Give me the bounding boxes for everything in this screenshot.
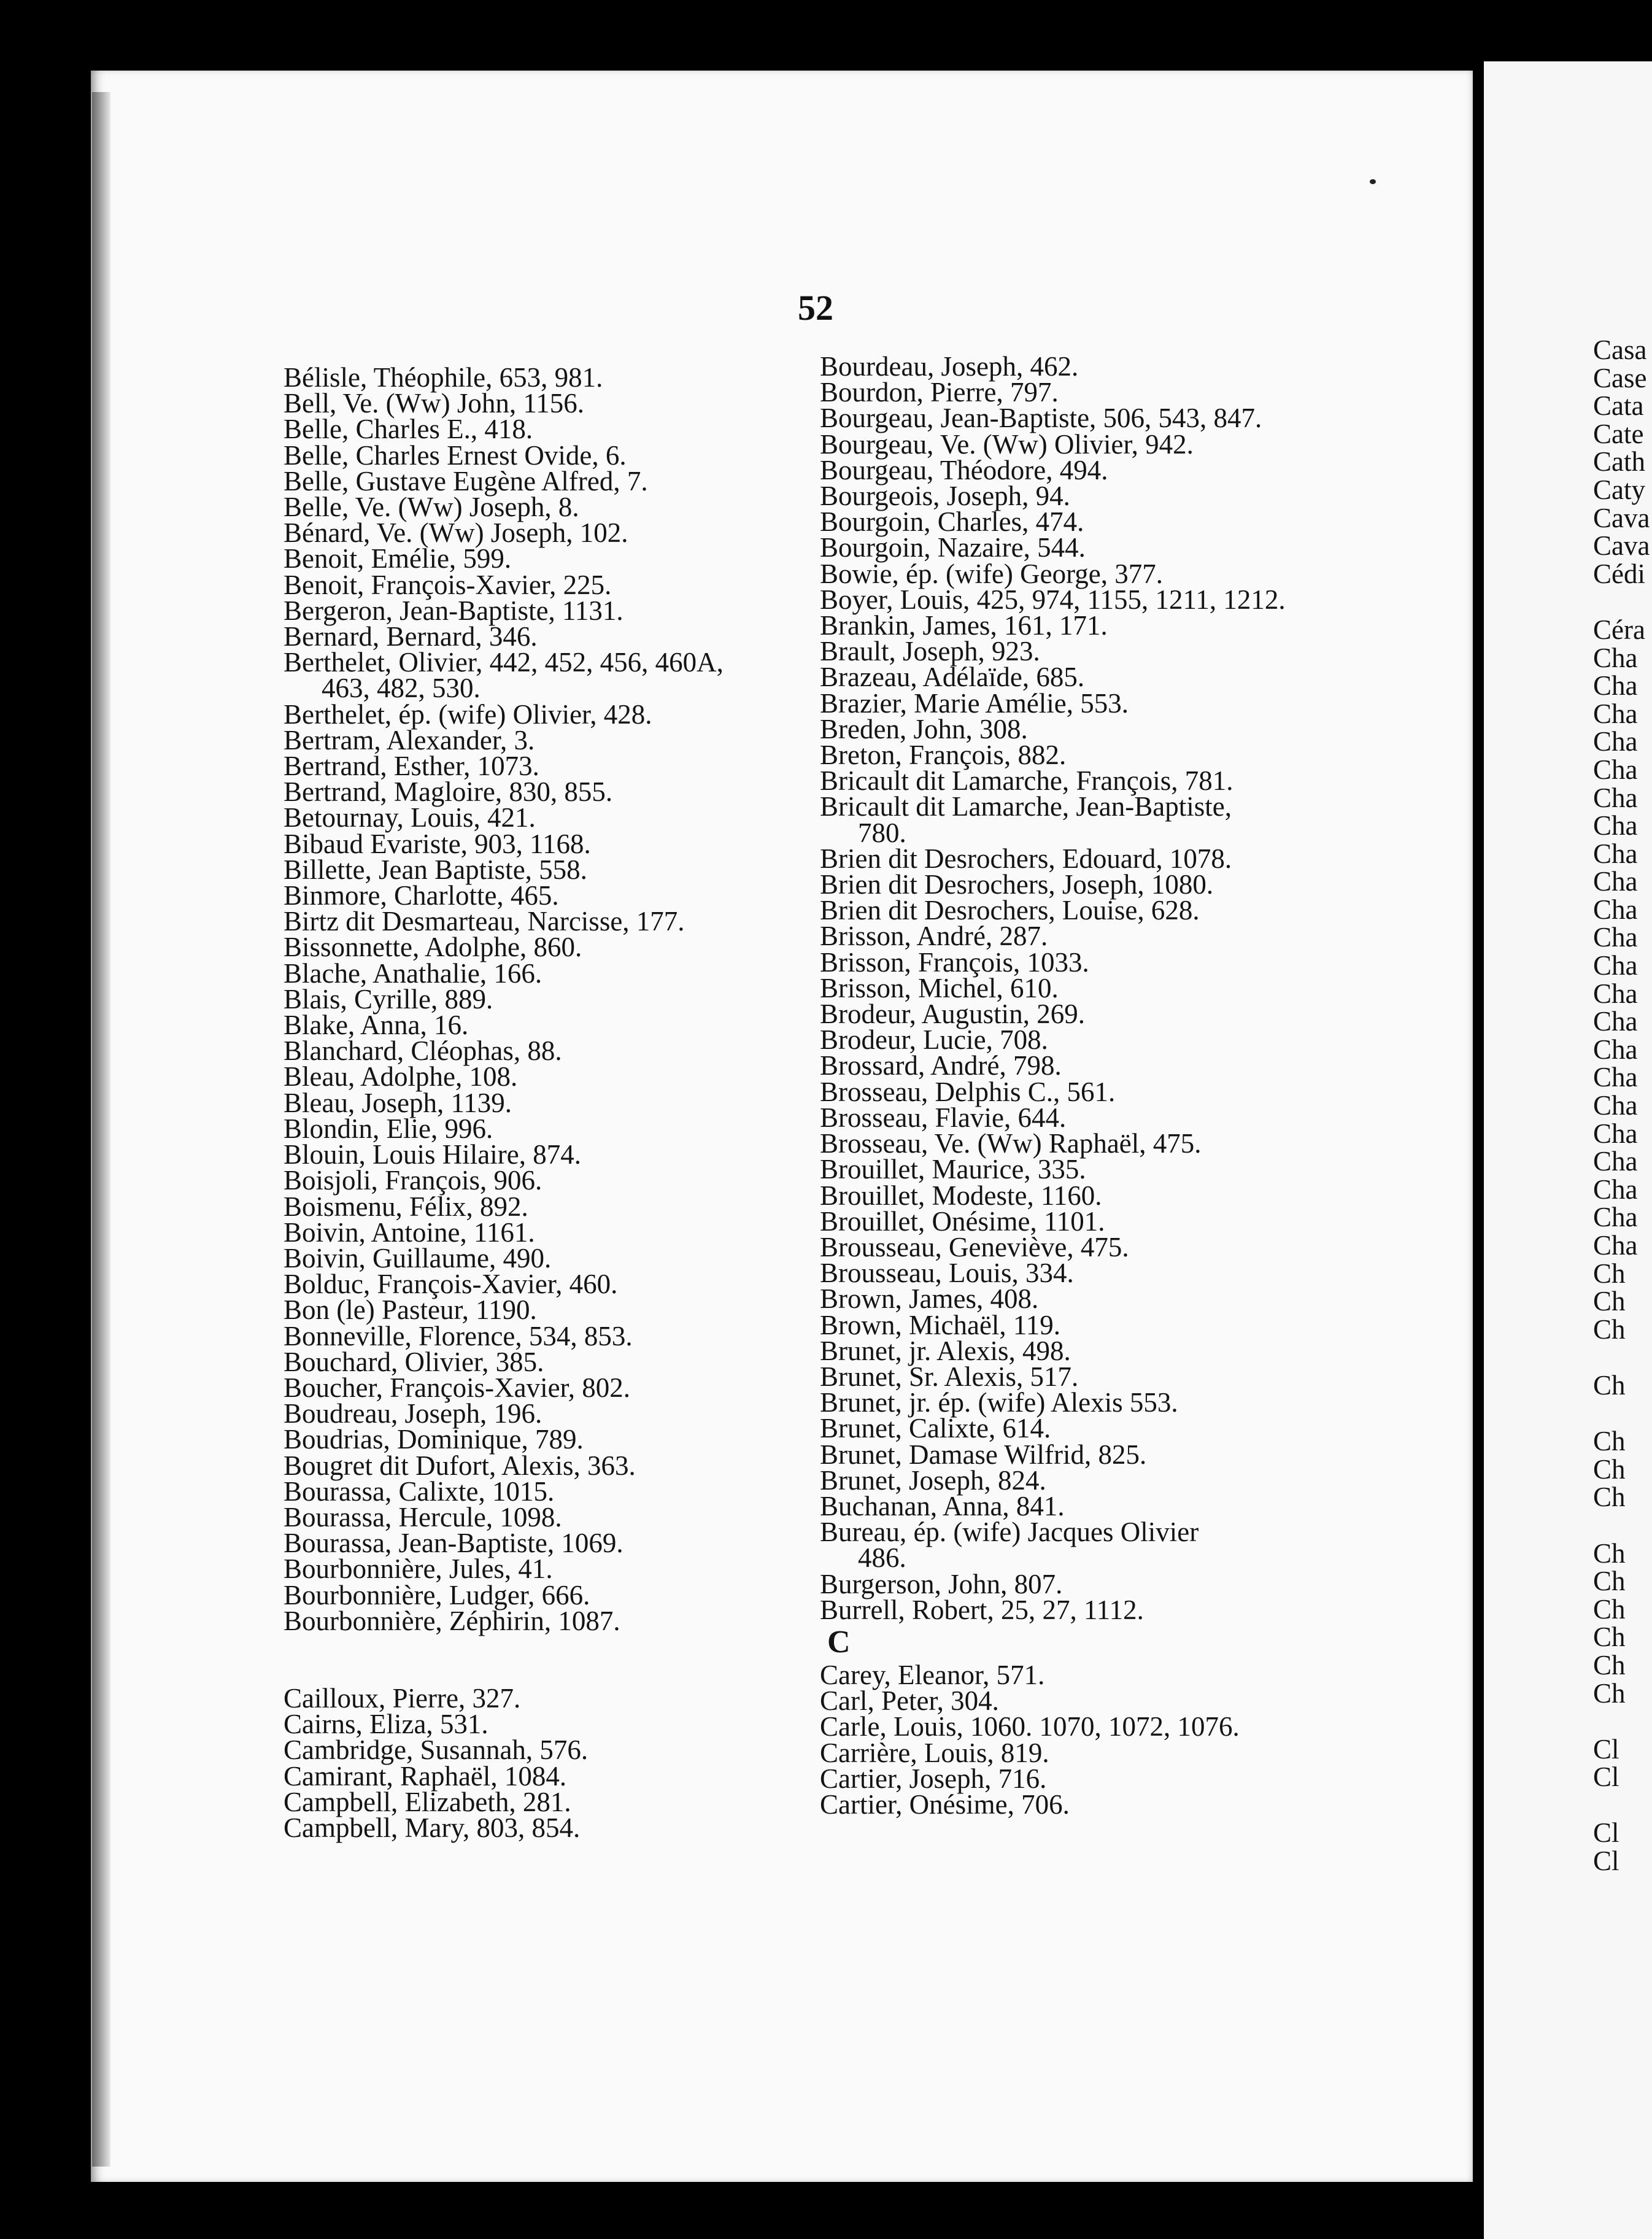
index-entry: Brunet, Damase Wilfrid, 825.	[820, 1439, 1147, 1470]
index-entry: Bertram, Alexander, 3.	[284, 724, 535, 756]
index-entry: Bourassa, Jean-Baptiste, 1069.	[284, 1528, 623, 1559]
index-entry: Berthelet, ép. (wife) Olivier, 428.	[284, 698, 652, 730]
index-entry: Bowie, ép. (wife) George, 377.	[820, 558, 1164, 589]
index-entry: Bleau, Adolphe, 108.	[284, 1061, 518, 1092]
index-entry: Blondin, Elie, 996.	[284, 1113, 493, 1144]
entry-fragment: Cha	[1593, 782, 1638, 813]
index-entry: Boivin, Antoine, 1161.	[284, 1216, 535, 1248]
index-entry: Bricault dit Lamarche, Jean-Baptiste,	[820, 791, 1232, 822]
fragment-spacer	[1593, 1792, 1650, 1820]
fragment-spacer	[1593, 1344, 1650, 1372]
index-entry: Blake, Anna, 16.	[284, 1010, 469, 1041]
entry-fragment: Cha	[1593, 1090, 1638, 1121]
entry-fragment: Cl	[1593, 1761, 1619, 1793]
entry-fragment: Cata	[1593, 390, 1644, 422]
index-entry: Burrell, Robert, 25, 27, 1112.	[820, 1594, 1144, 1625]
index-entry: Brunet, Sr. Alexis, 517.	[820, 1361, 1079, 1392]
entry-fragment: Ch	[1593, 1313, 1626, 1345]
entry-fragment: Cha	[1593, 642, 1638, 673]
entry-fragment: Cava	[1593, 530, 1650, 562]
index-entry: Brunet, jr. ép. (wife) Alexis 553.	[820, 1387, 1178, 1418]
entry-fragment: Caty	[1593, 474, 1645, 505]
index-entry: Bougret dit Dufort, Alexis, 363.	[284, 1450, 636, 1481]
index-entry: Breden, John, 308.	[820, 713, 1028, 744]
index-entry: Brossard, André, 798.	[820, 1050, 1062, 1081]
index-entry: Brousseau, Louis, 334.	[820, 1258, 1074, 1289]
index-entry: Belle, Gustave Eugène Alfred, 7.	[284, 465, 648, 497]
index-entry: Brouillet, Onésime, 1101.	[820, 1205, 1105, 1237]
index-entry: Brien dit Desrochers, Louise, 628.	[820, 895, 1200, 926]
entry-fragment: Cha	[1593, 754, 1638, 785]
index-entry: Benoit, François-Xavier, 225.	[284, 569, 612, 600]
entry-fragment: Cha	[1593, 1230, 1638, 1261]
index-entry: Brazeau, Adélaïde, 685.	[820, 662, 1085, 693]
index-entry: Boudrias, Dominique, 789.	[284, 1424, 584, 1455]
index-entry: Brankin, James, 161, 171.	[820, 610, 1108, 641]
index-entry: Bourgeau, Théodore, 494.	[820, 454, 1108, 485]
entry-fragment: Ch	[1593, 1677, 1626, 1709]
index-entry: Carrière, Louis, 819.	[820, 1737, 1049, 1768]
entry-fragment: Cha	[1593, 1034, 1638, 1065]
index-entry: Brown, James, 408.	[820, 1283, 1039, 1315]
index-entry: Blanchard, Cléophas, 88.	[284, 1035, 562, 1067]
index-column-right	[820, 351, 1286, 1820]
entry-fragment: Cha	[1593, 726, 1638, 757]
index-entry: Boucher, François-Xavier, 802.	[284, 1372, 630, 1403]
index-entry: Brien dit Desrochers, Joseph, 1080.	[820, 869, 1214, 900]
index-entry: 463, 482, 530.	[322, 673, 481, 704]
entry-fragment: Cha	[1593, 978, 1638, 1009]
entry-fragment: Cl	[1593, 1733, 1619, 1765]
entry-fragment: Cha	[1593, 1118, 1638, 1149]
entry-fragment: Cha	[1593, 866, 1638, 897]
index-entry: Blache, Anathalie, 166.	[284, 957, 542, 989]
entry-fragment: Ch	[1593, 1622, 1626, 1653]
index-entry: Bertrand, Esther, 1073.	[284, 751, 539, 782]
index-entry: Bernard, Bernard, 346.	[284, 621, 538, 652]
entry-fragment: Cha	[1593, 670, 1638, 702]
index-entry: 780.	[858, 817, 906, 848]
index-entry: Bourbonnière, Ludger, 666.	[284, 1579, 590, 1611]
index-entry: Campbell, Elizabeth, 281.	[284, 1786, 571, 1817]
index-entry: Bureau, ép. (wife) Jacques Olivier	[820, 1517, 1199, 1548]
index-entry: Bell, Ve. (Ww) John, 1156.	[284, 388, 584, 419]
index-entry: Billette, Jean Baptiste, 558.	[284, 854, 587, 885]
entry-fragment: Cha	[1593, 894, 1638, 925]
entry-fragment: Casa	[1593, 334, 1647, 365]
entry-fragment: Ch	[1593, 1286, 1626, 1317]
index-entry: Bourassa, Hercule, 1098.	[284, 1501, 562, 1533]
entry-fragment: Cha	[1593, 922, 1638, 953]
index-entry: Cairns, Eliza, 531.	[284, 1709, 488, 1740]
index-entry: Brouillet, Maurice, 335.	[820, 1154, 1086, 1185]
entry-fragment: Cha	[1593, 950, 1638, 981]
entry-fragment: Cath	[1593, 446, 1645, 478]
index-entry: Cartier, Joseph, 716.	[820, 1763, 1047, 1794]
index-entry: Bergeron, Jean-Baptiste, 1131.	[284, 595, 623, 626]
index-entry: Benoit, Emélie, 599.	[284, 543, 512, 574]
index-entry: Brazier, Marie Amélie, 553.	[820, 687, 1129, 719]
fragment-spacer	[1593, 1400, 1650, 1428]
index-entry: Brown, Michaël, 119.	[820, 1309, 1061, 1340]
entry-fragment: Cl	[1593, 1817, 1619, 1849]
index-entry: Buchanan, Anna, 841.	[820, 1490, 1065, 1522]
index-entry: Breton, François, 882.	[820, 740, 1067, 771]
entry-fragment: Cha	[1593, 1062, 1638, 1093]
entry-fragment: Ch	[1593, 1649, 1626, 1680]
index-entry: Boisjoli, François, 906.	[284, 1165, 542, 1196]
entry-fragment: Cha	[1593, 1174, 1638, 1205]
index-entry: Carl, Peter, 304.	[820, 1685, 999, 1717]
index-entry: Betournay, Louis, 421.	[284, 802, 536, 833]
index-entry: Belle, Ve. (Ww) Joseph, 8.	[284, 492, 579, 523]
index-entry: Bissonnette, Adolphe, 860.	[284, 932, 582, 963]
entry-fragment: Case	[1593, 362, 1647, 393]
index-entry: Bertrand, Magloire, 830, 855.	[284, 776, 613, 808]
index-entry: Burgerson, John, 807.	[820, 1568, 1063, 1599]
entry-fragment: Cha	[1593, 838, 1638, 869]
entry-fragment: Ch	[1593, 1369, 1626, 1401]
index-entry: Belle, Charles Ernest Ovide, 6.	[284, 439, 627, 471]
index-entry: Brunet, Joseph, 824.	[820, 1464, 1046, 1496]
index-entry: Bourgeau, Ve. (Ww) Olivier, 942.	[820, 428, 1194, 460]
index-entry: Brisson, François, 1033.	[820, 946, 1089, 978]
entry-fragment: Cha	[1593, 1202, 1638, 1233]
index-entry: Bourgoin, Nazaire, 544.	[820, 532, 1086, 563]
index-entry: Campbell, Mary, 803, 854.	[284, 1812, 581, 1843]
index-entry: Bouchard, Olivier, 385.	[284, 1346, 544, 1377]
entry-fragment: Ch	[1593, 1258, 1626, 1289]
entry-fragment: Ch	[1593, 1453, 1626, 1485]
fragment-spacer	[1593, 588, 1650, 616]
adjacent-page-fragments	[1593, 336, 1650, 1876]
index-entry: Bonneville, Florence, 534, 853.	[284, 1320, 633, 1352]
entry-fragment: Ch	[1593, 1537, 1626, 1569]
index-entry: Bourgeau, Jean-Baptiste, 506, 543, 847.	[820, 403, 1262, 434]
index-entry: Cartier, Onésime, 706.	[820, 1788, 1070, 1820]
index-spacer	[284, 1634, 724, 1685]
index-entry: Brousseau, Geneviève, 475.	[820, 1231, 1129, 1263]
index-entry: Belle, Charles E., 418.	[284, 414, 533, 445]
index-entry: Brosseau, Delphis C., 561.	[820, 1076, 1116, 1107]
index-entry: Brisson, Michel, 610.	[820, 972, 1059, 1003]
entry-fragment: Cava	[1593, 502, 1650, 533]
fragment-spacer	[1593, 1512, 1650, 1540]
index-entry: Bibaud Evariste, 903, 1168.	[284, 828, 591, 859]
index-entry: Bourdon, Pierre, 797.	[820, 377, 1059, 408]
entry-fragment: Cha	[1593, 698, 1638, 729]
entry-fragment: Cha	[1593, 1006, 1638, 1037]
index-entry: Binmore, Charlotte, 465.	[284, 880, 559, 911]
index-entry: Cailloux, Pierre, 327.	[284, 1682, 521, 1714]
index-entry: Brunet, jr. Alexis, 498.	[820, 1335, 1071, 1366]
index-entry: Bon (le) Pasteur, 1190.	[284, 1294, 537, 1326]
index-entry: Brunet, Calixte, 614.	[820, 1413, 1051, 1444]
index-entry: Blouin, Louis Hilaire, 874.	[284, 1139, 581, 1170]
index-entry: Bourbonnière, Jules, 41.	[284, 1553, 553, 1585]
index-entry: Brouillet, Modeste, 1160.	[820, 1180, 1102, 1211]
index-entry: Boismenu, Félix, 892.	[284, 1191, 528, 1222]
index-entry: Bleau, Joseph, 1139.	[284, 1087, 512, 1118]
index-column-left	[284, 362, 724, 1843]
entry-fragment: Céra	[1593, 614, 1645, 645]
index-entry: Camirant, Raphaël, 1084.	[284, 1760, 567, 1792]
index-entry: Carey, Eleanor, 571.	[820, 1659, 1045, 1690]
index-entry: Boudreau, Joseph, 196.	[284, 1398, 542, 1429]
index-entry: Carle, Louis, 1060. 1070, 1072, 1076.	[820, 1711, 1240, 1742]
entry-fragment: Cha	[1593, 1146, 1638, 1177]
index-entry: Bourgoin, Charles, 474.	[820, 506, 1084, 538]
entry-fragment: Ch	[1593, 1593, 1626, 1625]
entry-fragment: Ch	[1593, 1482, 1626, 1513]
section-letter-text: C	[827, 1624, 851, 1660]
index-entry: Bourbonnière, Zéphirin, 1087.	[284, 1605, 620, 1636]
index-entry: Brien dit Desrochers, Edouard, 1078.	[820, 843, 1232, 874]
index-entry: Bourassa, Calixte, 1015.	[284, 1475, 555, 1507]
index-entry: Brosseau, Flavie, 644.	[820, 1102, 1067, 1133]
index-entry: Boivin, Guillaume, 490.	[284, 1242, 552, 1274]
fragment-spacer	[1593, 1707, 1650, 1736]
index-entry: 486.	[858, 1542, 906, 1574]
index-entry: Berthelet, Olivier, 442, 452, 456, 460A,	[284, 647, 724, 678]
entry-fragment: Cha	[1593, 810, 1638, 841]
page-number: 52	[798, 288, 833, 328]
page-edge-shadow	[92, 92, 110, 2167]
ink-speck	[1370, 179, 1376, 184]
index-entry: Bélisle, Théophile, 653, 981.	[284, 362, 603, 393]
index-entry: Blais, Cyrille, 889.	[284, 983, 493, 1015]
section-letter	[820, 1623, 1286, 1662]
index-entry: Cambridge, Susannah, 576.	[284, 1734, 589, 1766]
index-entry: Brault, Joseph, 923.	[820, 636, 1040, 667]
index-entry: Boyer, Louis, 425, 974, 1155, 1211, 1212.	[820, 584, 1286, 615]
entry-fragment: Ch	[1593, 1566, 1626, 1597]
index-entry: Bourdeau, Joseph, 462.	[820, 351, 1079, 382]
index-entry: Bricault dit Lamarche, François, 781.	[820, 765, 1233, 797]
index-entry: Bénard, Ve. (Ww) Joseph, 102.	[284, 517, 628, 549]
entry-fragment: Cl	[1593, 1846, 1619, 1877]
index-entry: Birtz dit Desmarteau, Narcisse, 177.	[284, 906, 685, 937]
index-entry: Brisson, André, 287.	[820, 921, 1048, 952]
entry-fragment: Cate	[1593, 418, 1644, 449]
index-entry: Brosseau, Ve. (Ww) Raphaël, 475.	[820, 1128, 1202, 1159]
entry-fragment: Ch	[1593, 1426, 1626, 1457]
index-entry: Bourgeois, Joseph, 94.	[820, 481, 1070, 512]
index-entry: Bolduc, François-Xavier, 460.	[284, 1269, 618, 1300]
index-entry: Brodeur, Augustin, 269.	[820, 999, 1085, 1030]
entry-fragment: Cédi	[1593, 558, 1645, 589]
index-entry: Brodeur, Lucie, 708.	[820, 1024, 1048, 1056]
